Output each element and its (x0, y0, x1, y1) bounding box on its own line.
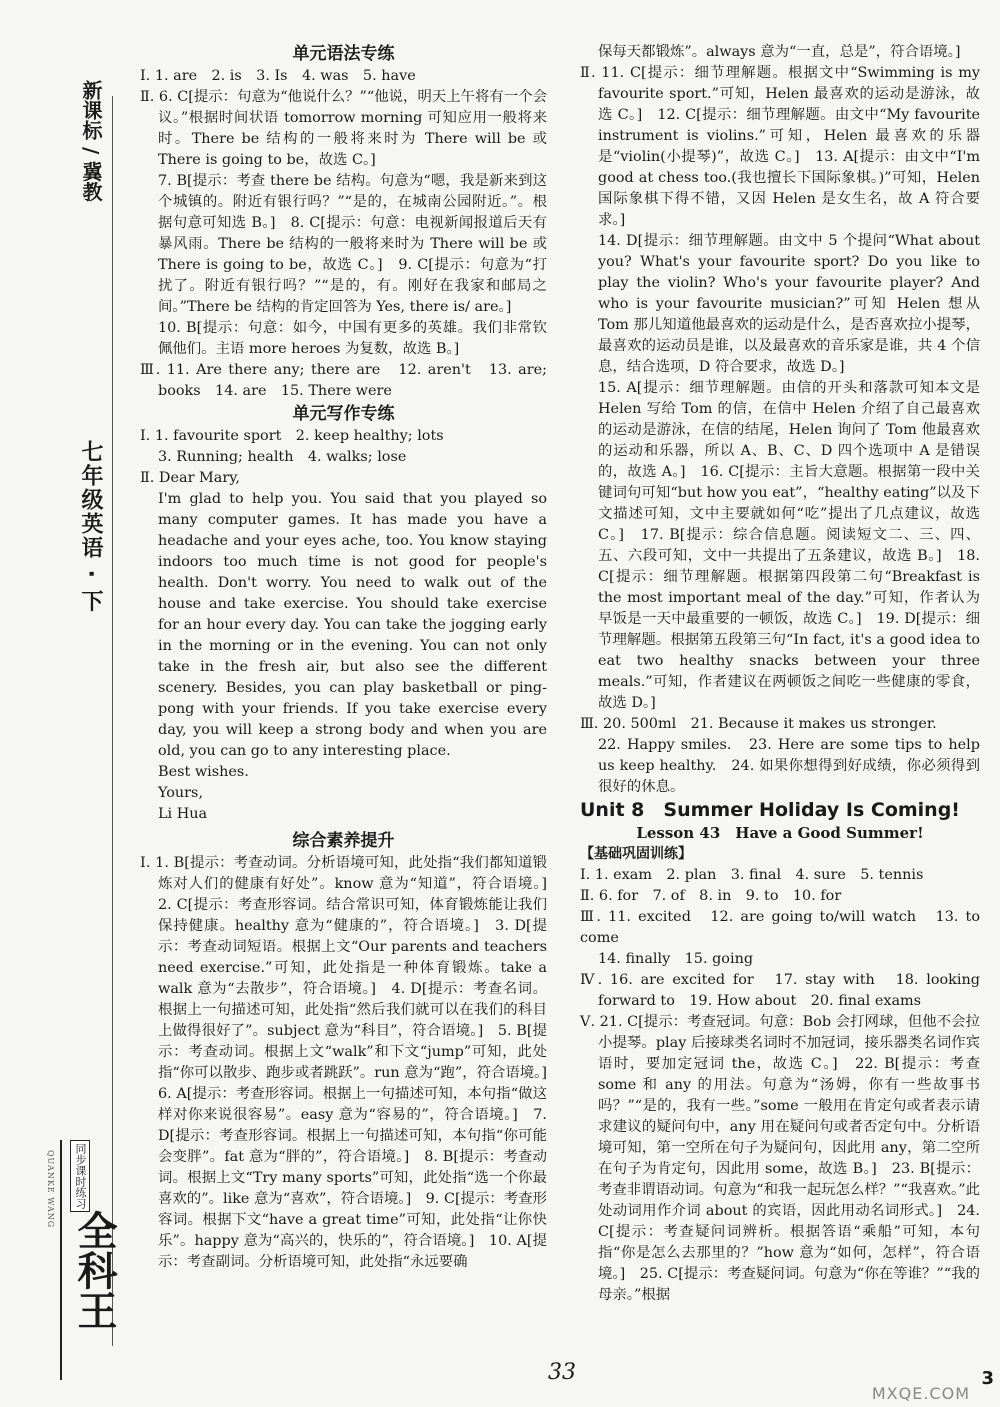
sidebar-divider (112, 96, 113, 1346)
drill-item: Ⅱ. 6. for 7. of 8. in 9. to 10. for (580, 888, 842, 904)
letter-salutation: Ⅱ. Dear Mary, (140, 470, 241, 486)
page-number: 3 (981, 1368, 994, 1389)
unit-heading: Unit 8 Summer Holiday Is Coming! (580, 799, 960, 821)
book-title: 七年级英语 · 下 (78, 440, 103, 614)
grammar-item: Ⅰ. 1. are 2. is 3. Is 4. was 5. have (140, 68, 416, 84)
writing-item: Ⅰ. 1. favourite sport 2. keep healthy; lots (140, 428, 444, 444)
continuation-text: 保每天都锻炼”。always 意为“一直，总是”，符合语境。] (598, 44, 961, 60)
drill-tag: 【基础巩固训练】 (580, 846, 692, 862)
grammar-item: Ⅲ. 11. Are there any; there are 12. aren't 13. are; books 14. are 15. There were (140, 362, 547, 399)
handwritten-page-number: 33 (548, 1360, 576, 1385)
letter-body: I'm glad to help you. You said that you played so many computer games. It has made you have a headache and your eyes ache, too. You know staying indoors too much time is not good for people's health. Don't worry. You need to walk out of the house and take exercise. You should take exercise for an hour every day. You can take the jogging early in the morning or in the evening. You can not only take in the fresh air, but also see the different scenery. Besides, you can play basketball or ping-pong with your friends. If you take exercise every day, you will keep a strong body and when you are old, you can go to any interesting place. (158, 491, 547, 759)
letter-closing: Best wishes. (158, 764, 249, 780)
watermark: MXQE.COM (871, 1384, 970, 1403)
edition-label: 新课标 / 冀教 (79, 80, 103, 202)
brand-pinyin: QUANKE WANG (46, 1150, 55, 1229)
brand-name: 全科王 (71, 1210, 118, 1330)
grammar-item: Ⅱ. 6. C[提示：句意为“他说什么？”“他说，明天上午将有一个会议。”根据时间状语 tomorrow morning 可知应用一般将来时。There be 结构的一般将来时为 There will be 或 There is going to be，故选 C。] (140, 89, 547, 168)
grammar-item: 10. B[提示：句意：如今，中国有更多的英雄。我们非常钦佩他们。主语 more heroes 为复数，故选 B。] (158, 320, 547, 357)
reading-item: 22. Happy smiles. 23. Here are some tips to help us keep healthy. 24. 如果你想得到好成绩，你必须得到很好的休息。 (598, 737, 980, 795)
reading-item: 14. D[提示：细节理解题。由文中 5 个提问“What about you? What's your favourite sport? Do you like to play the violin? Who's your favourite player? And who is your favourite musician?”可知 Helen 想从 Tom 那儿知道他最喜欢的运动是什么，是否喜欢拉小提琴，最喜欢的运动员是谁，以及最喜欢的音乐家是谁，共 4 个信息，结合选项，D 符合要求，故选 D。] (598, 233, 980, 375)
reading-item: Ⅲ. 20. 500ml 21. Because it makes us stronger. (580, 716, 937, 732)
right-column (580, 42, 980, 1362)
reading-item: Ⅱ. 11. C[提示：细节理解题。根据文中“Swimming is my favourite sport.”可知，Helen 最喜欢的运动是游泳，故选 C。] 12. C[提示：细节理解题。由文中“My favourite instrument is violins.”可知，Helen 最喜欢的乐器是“violin(小提琴)”，故选 C。] 13. A[提示：由文中“I'm good at chess too.(我也擅长下国际象棋。)”可知，Helen 国际象棋下得不错，又因 Helen 是女生名，故 A 符合要求。] (580, 65, 980, 228)
drill-item: Ⅰ. 1. exam 2. plan 3. final 4. sure 5. tennis (580, 867, 924, 883)
drill-item: Ⅳ. 16. are excited for 17. stay with 18. looking forward to 19. How about 20. final exams (580, 972, 980, 1009)
comprehensive-heading: 综合素养提升 (292, 831, 395, 851)
writing-heading: 单元写作专练 (292, 404, 395, 424)
writing-item: 3. Running; health 4. walks; lose (158, 449, 407, 465)
drill-item: Ⅴ. 21. C[提示：考查冠词。句意：Bob 会打网球，但他不会拉小提琴。play 后接球类名词时不加冠词，接乐器类名词作宾语时，要加定冠词 the，故选 C。] 22. B[提示：考查 some 和 any 的用法。句意为“汤姆，你有一些故事书吗？”“是的，我有一些。”some 一般用在肯定句或者表示请求建议的疑问句中，any 用在疑问句或者否定句中。分析语境可知，第一空所在句子为疑问句，因此用 any，第二空所在句子为肯定句，因此用 some，故选 B。] 23. B[提示：考查非谓语动词。句意为“和我一起玩怎么样？”“我喜欢。”此处动词用作介词 about 的宾语，因此用动名词形式。] 24. C[提示：考查疑问词辨析。根据答语“乘船”可知，本句指“你是怎么去那里的？”how 意为“如何，怎样”，符合语境。] 25. C[提示：考查疑问词。句意为“你在等谁？”“我的母亲。”根据 (580, 1014, 980, 1303)
sidebar (0, 0, 122, 1407)
grammar-item: 7. B[提示：考查 there be 结构。句意为“嗯，我是新来到这个城镇的。附近有银行吗？”“是的，在城南公园附近。”。根据句意可知选 B。] 8. C[提示：句意：电视新闻报道后天有暴风雨。There be 结构的一般将来时为 There will be 或 There is going to be，故选 C。] 9. C[提示：句意为“打扰了。附近有银行吗？”“是的，有。刚好在我家和邮局之间。”There be 结构的肯定回答为 Yes, there is/ are。] (158, 173, 547, 315)
drill-item: 14. finally 15. going (598, 951, 754, 967)
grammar-heading: 单元语法专练 (292, 44, 395, 64)
brand-logo (46, 1140, 118, 1380)
left-column (140, 42, 562, 1362)
letter-closing: Yours, (158, 785, 204, 801)
brand-subtitle: 同步课时练习 (70, 1140, 90, 1212)
letter-signature: Li Hua (158, 806, 208, 822)
comprehensive-item: Ⅰ. 1. B[提示：考查动词。分析语境可知，此处指“我们都知道锻炼对人们的健康有好处”。know 意为“知道”，符合语境。] 2. C[提示：考查形容词。结合常识可知，体育锻炼能让我们保持健康。healthy 意为“健康的”，符合语境。] 3. D[提示：考查动词短语。根据上文“Our parents and teachers need exercise.”可知，此处指是一种体育锻炼。take a walk 意为“去散步”，符合语境。] 4. D[提示：考查名词。根据上一句描述可知，此处指“然后我们就可以在我们的科目上做得很好了”。subject 意为“科目”，符合语境。] 5. B[提示：考查动词。根据上文“walk”和下文“jump”可知，此处指“你可以散步、跑步或者跳跃”。run 意为“跑”，符合语境。] 6. A[提示：考查形容词。根据上一句描述可知，本句指“做这样对你来说很容易”。easy 意为“容易的”，符合语境。] 7. D[提示：考查形容词。根据上一句描述可知，本句指“你可能会变胖”。fat 意为“胖的”，符合语境。] 8. B[提示：考查动词。根据上文“Try many sports”可知，此处指“选一个你最喜欢的”。like 意为“喜欢”，符合语境。] 9. C[提示：考查形容词。根据下文“have a great time”可知，此处指“让你快乐”。happy 意为“高兴的，快乐的”，符合语境。] 10. A[提示：考查副词。分析语境可知，此处指“永远要确 (140, 855, 562, 1270)
drill-item: Ⅲ. 11. excited 12. are going to/will watch 13. to come (580, 909, 980, 946)
reading-item: 15. A[提示：细节理解题。由信的开头和落款可知本文是 Helen 写给 Tom 的信，在信中 Helen 介绍了自己最喜欢的运动是游泳，在信的结尾，Helen 询问了 Tom 他最喜欢的运动和乐器，所以 A、B、C、D 四个选项中 A 是错误的，故选 A。] 16. C[提示：主旨大意题。根据第一段中关键词句可知“but how you eat”，“healthy eating”以及下文描述可知，文中主要就如何“吃”提出了几点建议，故选 C。] 17. B[提示：综合信息题。阅读短文二、三、四、五、六段可知，文中一共提出了五条建议，故选 B。] 18. C[提示：细节理解题。根据第四段第二句“Breakfast is the most important meal of the day.”可知，作者认为早饭是一天中最重要的一顿饭，故选 C。] 19. D[提示：细节理解题。根据第五段第三句“In fact, it's a good idea to eat two healthy snacks between your three meals.”可知，作者建议在两顿饭之间吃一些健康的零食，故选 D。] (598, 380, 980, 711)
lesson-heading: Lesson 43 Have a Good Summer! (636, 824, 924, 842)
